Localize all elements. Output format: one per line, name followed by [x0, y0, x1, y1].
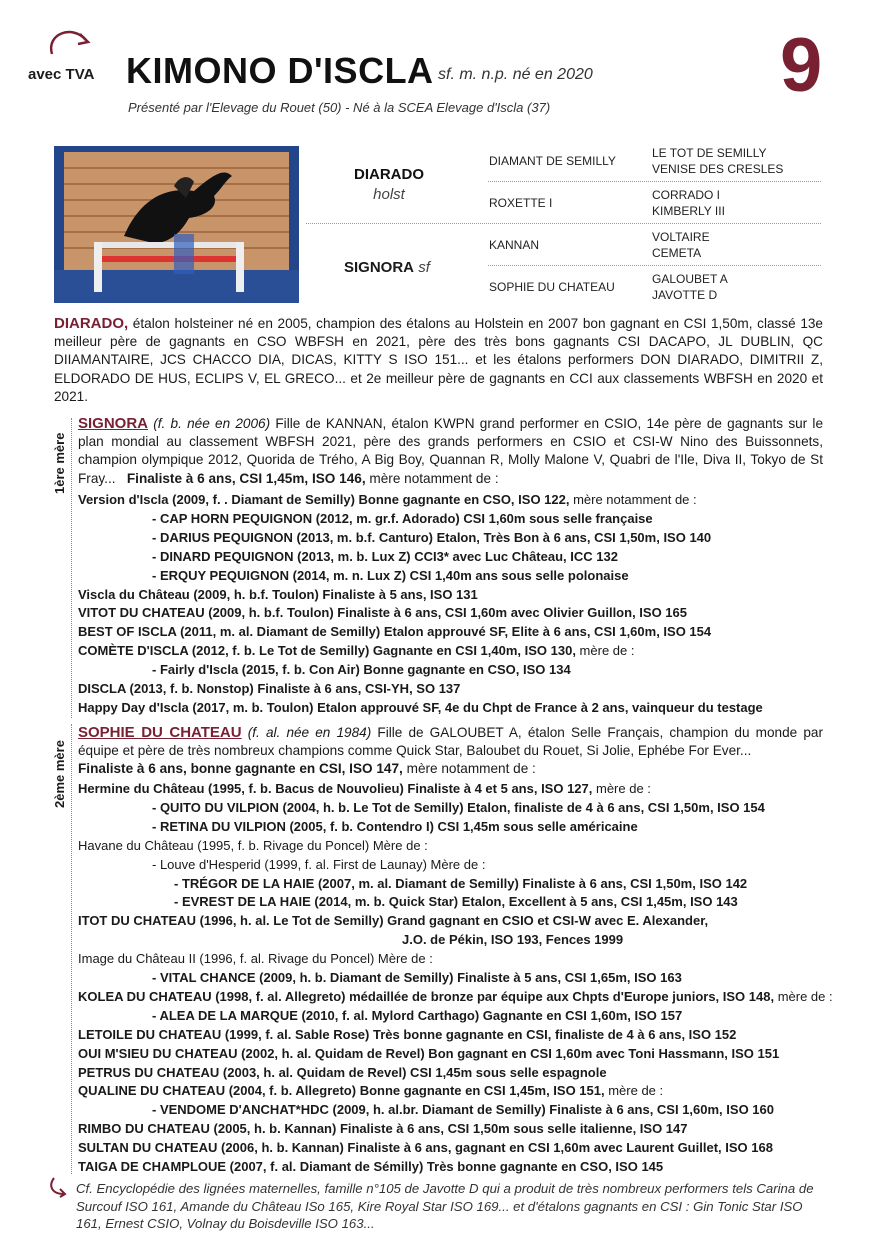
offspring-line: [78, 680, 460, 698]
offspring-bold-text: QUALINE DU CHATEAU (2004, f. b. Allegreto) Bonne gagnante en CSI 1,45m, ISO 151,: [78, 1083, 605, 1099]
pedigree-sire-sire: DIAMANT DE SEMILLY: [489, 154, 616, 168]
pedigree-divider: [488, 265, 821, 266]
offspring-plain-text: mère de :: [774, 988, 833, 1004]
pedigree-sire: DIARADO: [354, 166, 424, 183]
sire-description: DIARADO, étalon holsteiner né en 2005, champion des étalons au Holstein en 2007 bon gagnant en CSI 1,50m, classé 13e meilleur père de gagnants en CSO WBFSH en 2021, père des très bons gagnants CSI DACAPO, JL DUBLIN, QC DIIAMANTAIRE, JCS CHACCO DIA, DICAS, KITTY S ISO 151... et les étalons performers DON DIARADO, DIMITRII Z, ELDORADO DE HUS, ECLIPS V, EL GRECO... et 2e meilleur père de gagnants en CCI aux classements WBFSH en 2020 et 2021.: [54, 315, 823, 404]
offspring-bold-text: - VITAL CHANCE (2009, h. b. Diamant de Semilly) Finaliste à 5 ans, CSI 1,65m, ISO 163: [152, 970, 682, 985]
offspring-line: [78, 780, 651, 798]
offspring-plain-text: mère de :: [592, 781, 651, 796]
pedigree-g3: GALOUBET A: [652, 272, 728, 286]
offspring-line: [78, 837, 428, 855]
offspring-plain-text: - Louve d'Hesperid (1999, f. al. First de Launay) Mère de :: [152, 856, 486, 872]
offspring-bold-text: OUI M'SIEU DU CHATEAU (2002, h. al. Quidam de Revel) Bon gagnant en CSI 1,60m avec Toni Hassmann, ISO 151: [78, 1045, 780, 1061]
offspring-line: [152, 799, 765, 817]
offspring-bold-text: SULTAN DU CHATEAU (2006, h. b. Kannan) Finaliste à 6 ans, gagnant en CSI 1,60m avec Laurent Guillet, ISO 168: [78, 1140, 773, 1156]
pedigree-dam-dam: SOPHIE DU CHATEAU: [489, 280, 615, 294]
offspring-line: [152, 818, 638, 836]
offspring-line: [152, 1007, 682, 1025]
offspring-bold-text: - ERQUY PEQUIGNON (2014, m. n. Lux Z) CSI 1,40m ans sous selle polonaise: [152, 567, 629, 583]
offspring-line: [78, 950, 433, 968]
pedigree-g3: KIMBERLY III: [652, 204, 725, 218]
offspring-bold-text: - QUITO DU VILPION (2004, h. b. Le Tot de Semilly) Etalon, finaliste de 4 à 6 ans, CSI 1,50m, ISO 154: [152, 799, 765, 815]
offspring-line: [152, 567, 629, 585]
section-divider: [71, 418, 72, 718]
offspring-plain-text: mère notamment de :: [569, 492, 697, 507]
first-dam-description: SIGNORA (f. b. née en 2006) Fille de KANNAN, étalon KWPN grand performer en CSIO, 14e père de gagnants sur le plan mondial au classement WBFSH 2021, père des grands performers en CSIO et CSI-W Nino des Buissonnets, champion olympique 2012, Quorida de Trého, A Big Boy, Quannan R, Molly Malone V, Quabri de l'Ile, Diva II, Tokyo de St Fray... Finaliste à 6 ans, CSI 1,45m, ISO 146, mère notamment de :: [78, 415, 824, 486]
offspring-bold-text: LETOILE DU CHATEAU (1999, f. al. Sable Rose) Très bonne gagnante en CSI, finaliste de 4 à 6 ans, ISO 152: [78, 1026, 737, 1042]
offspring-line: [78, 491, 697, 509]
second-dam-label: 2ème mère: [52, 740, 67, 808]
offspring-line: [152, 856, 485, 874]
offspring-bold-text: Happy Day d'Iscla (2017, m. b. Toulon) Etalon approuvé SF, 4e du Chpt de France à 2 ans, vainqueur du testage: [78, 699, 763, 715]
offspring-line: [78, 912, 708, 930]
pedigree-g3: CORRADO I: [652, 188, 721, 202]
offspring-line: [152, 529, 711, 547]
curved-arrow-icon: [48, 1176, 70, 1198]
offspring-line: [402, 931, 623, 949]
pedigree-g3: JAVOTTE D: [652, 288, 718, 302]
offspring-line: [152, 510, 653, 528]
pedigree-divider: [488, 181, 821, 182]
offspring-line: [78, 586, 478, 604]
offspring-bold-text: KOLEA DU CHATEAU (1998, f. al. Allegreto) médaillée de bronze par équipe aux Chpts d'Europe juniors, ISO 148,: [78, 988, 775, 1004]
curved-arrow-icon: [42, 24, 94, 64]
offspring-bold-text: - DARIUS PEQUIGNON (2013, m. b.f. Canturo) Etalon, Très Bon à 6 ans, CSI 1,50m, ISO 140: [152, 529, 712, 545]
offspring-line: [152, 661, 571, 679]
offspring-line: [152, 969, 682, 987]
offspring-plain-text: mère de :: [604, 1083, 664, 1099]
offspring-bold-text: - ALEA DE LA MARQUE (2010, f. al. Mylord Carthago) Gagnante en CSI 1,60m, ISO 157: [152, 1007, 683, 1023]
horse-photo: [54, 146, 299, 303]
offspring-bold-text: Viscla du Château (2009, h. b.f. Toulon) Finaliste à 5 ans, ISO 131: [78, 586, 478, 602]
offspring-bold-text: ITOT DU CHATEAU (1996, h. al. Le Tot de Semilly) Grand gagnant en CSIO et CSI-W avec E. Alexander,: [78, 913, 709, 929]
offspring-bold-text: - DINARD PEQUIGNON (2013, m. b. Lux Z) CCI3* avec Luc Château, ICC 132: [152, 548, 618, 564]
offspring-bold-text: VITOT DU CHATEAU (2009, h. b.f. Toulon) Finaliste à 6 ans, CSI 1,60m avec Olivier Guillon, ISO 165: [78, 605, 687, 621]
offspring-bold-text: BEST OF ISCLA (2011, m. al. Diamant de Semilly) Etalon approuvé SF, Elite à 6 ans, CSI 1,60m, ISO 154: [78, 624, 712, 640]
offspring-bold-text: DISCLA (2013, f. b. Nonstop) Finaliste à 6 ans, CSI-YH, SO 137: [78, 681, 461, 696]
offspring-plain-text: Havane du Château (1995, f. b. Rivage du Poncel) Mère de :: [78, 837, 428, 853]
footer-note: Cf. Encyclopédie des lignées maternelles, famille n°105 de Javotte D qui a produit de très nombreux performers tels Carina de Surcouf ISO 161, Amande du Château ISo 165, Kire Royal Star ISO 169... et d'étalons gagnants en CSI : Gin Tonic Star ISO 161, Ernest CSIO, Volnay du Boisdeville ISO 163...: [76, 1181, 814, 1231]
pedigree-sire-breed: holst: [373, 186, 405, 203]
pedigree-divider: [306, 223, 821, 224]
pedigree-g3: VENISE DES CRESLES: [652, 162, 784, 176]
horse-title: KIMONO D'ISCLA: [126, 50, 434, 91]
offspring-plain-text: mère de :: [575, 643, 635, 659]
pedigree-dam-sire: KANNAN: [489, 238, 540, 252]
first-dam-label: 1ère mère: [52, 432, 67, 494]
offspring-bold-text: Version d'Iscla (2009, f. . Diamant de Semilly) Bonne gagnante en CSO, ISO 122,: [78, 492, 570, 507]
pedigree-sire-dam: ROXETTE I: [489, 196, 553, 210]
offspring-line: [78, 1026, 736, 1044]
horse-subtitle: sf. m. n.p. né en 2020: [438, 66, 593, 83]
pedigree-g3: LE TOT DE SEMILLY: [652, 146, 767, 160]
offspring-line: [152, 548, 618, 566]
offspring-line: [78, 642, 634, 660]
offspring-bold-text: - CAP HORN PEQUIGNON (2012, m. gr.f. Adorado) CSI 1,60m sous selle française: [152, 510, 653, 526]
offspring-bold-text: - EVREST DE LA HAIE (2014, m. b. Quick Star) Etalon, Excellent à 5 ans, CSI 1,45m, ISO 143: [174, 894, 738, 910]
offspring-bold-text: J.O. de Pékin, ISO 193, Fences 1999: [402, 932, 624, 948]
second-dam-description: SOPHIE DU CHATEAU (f. al. née en 1984) Fille de GALOUBET A, étalon Selle Français, champion du monde par équipe et père de très nombreux champions comme Quick Star, Baloubet du Rouet, Si Jolie, Ephébe For Ever... Finaliste à 6 ans, bonne gagnante en CSI, ISO 147, mère notamment de :: [78, 724, 824, 777]
offspring-bold-text: TAIGA DE CHAMPLOUE (2007, f. al. Diamant de Sémilly) Très bonne gagnante en CSO, ISO 145: [78, 1159, 664, 1174]
section-divider: [71, 724, 72, 1174]
offspring-bold-text: COMÈTE D'ISCLA (2012, f. b. Le Tot de Semilly) Gagnante en CSI 1,40m, ISO 130,: [78, 643, 576, 659]
offspring-line: [78, 1045, 779, 1063]
offspring-plain-text: Image du Château II (1996, f. al. Rivage du Poncel) Mère de :: [78, 951, 433, 967]
offspring-line: [78, 699, 763, 717]
offspring-line: [152, 1101, 774, 1119]
lot-number: 9: [780, 23, 823, 108]
offspring-bold-text: - VENDOME D'ANCHAT*HDC (2009, h. al.br. Diamant de Semilly) Finaliste à 6 ans, CSI 1,60m, ISO 160: [152, 1102, 774, 1118]
offspring-line: [78, 1082, 663, 1100]
offspring-line: [78, 1139, 773, 1157]
offspring-line: [78, 1120, 688, 1138]
offspring-line: [78, 1158, 663, 1176]
presented-by: Présenté par l'Elevage du Rouet (50) - Né à la SCEA Elevage d'Iscla (37): [128, 100, 551, 115]
offspring-line: [78, 988, 833, 1006]
offspring-line: [78, 623, 711, 641]
offspring-line: [174, 875, 747, 893]
offspring-line: [78, 604, 687, 622]
offspring-line: [78, 1064, 607, 1082]
offspring-bold-text: - TRÉGOR DE LA HAIE (2007, m. al. Diamant de Semilly) Finaliste à 6 ans, CSI 1,50m, ISO 142: [174, 875, 748, 891]
offspring-bold-text: RIMBO DU CHATEAU (2005, h. b. Kannan) Finaliste à 6 ans, CSI 1,50m sous selle italienne, ISO 147: [78, 1121, 688, 1137]
offspring-bold-text: - Fairly d'Iscla (2015, f. b. Con Air) Bonne gagnante en CSO, ISO 134: [152, 662, 571, 678]
pedigree-g3: VOLTAIRE: [652, 230, 710, 244]
offspring-line: [174, 893, 738, 911]
offspring-bold-text: - RETINA DU VILPION (2005, f. b. Contendro I) CSI 1,45m sous selle américaine: [152, 818, 638, 834]
offspring-bold-text: Hermine du Château (1995, f. b. Bacus de Nouvolieu) Finaliste à 4 et 5 ans, ISO 127,: [78, 781, 593, 796]
horse-jumping-icon: [54, 146, 299, 303]
offspring-bold-text: PETRUS DU CHATEAU (2003, h. al. Quidam de Revel) CSI 1,45m sous selle espagnole: [78, 1064, 607, 1080]
pedigree-g3: CEMETA: [652, 246, 702, 260]
tva-label: avec TVA: [28, 66, 95, 83]
pedigree-dam: SIGNORA sf: [344, 259, 430, 276]
